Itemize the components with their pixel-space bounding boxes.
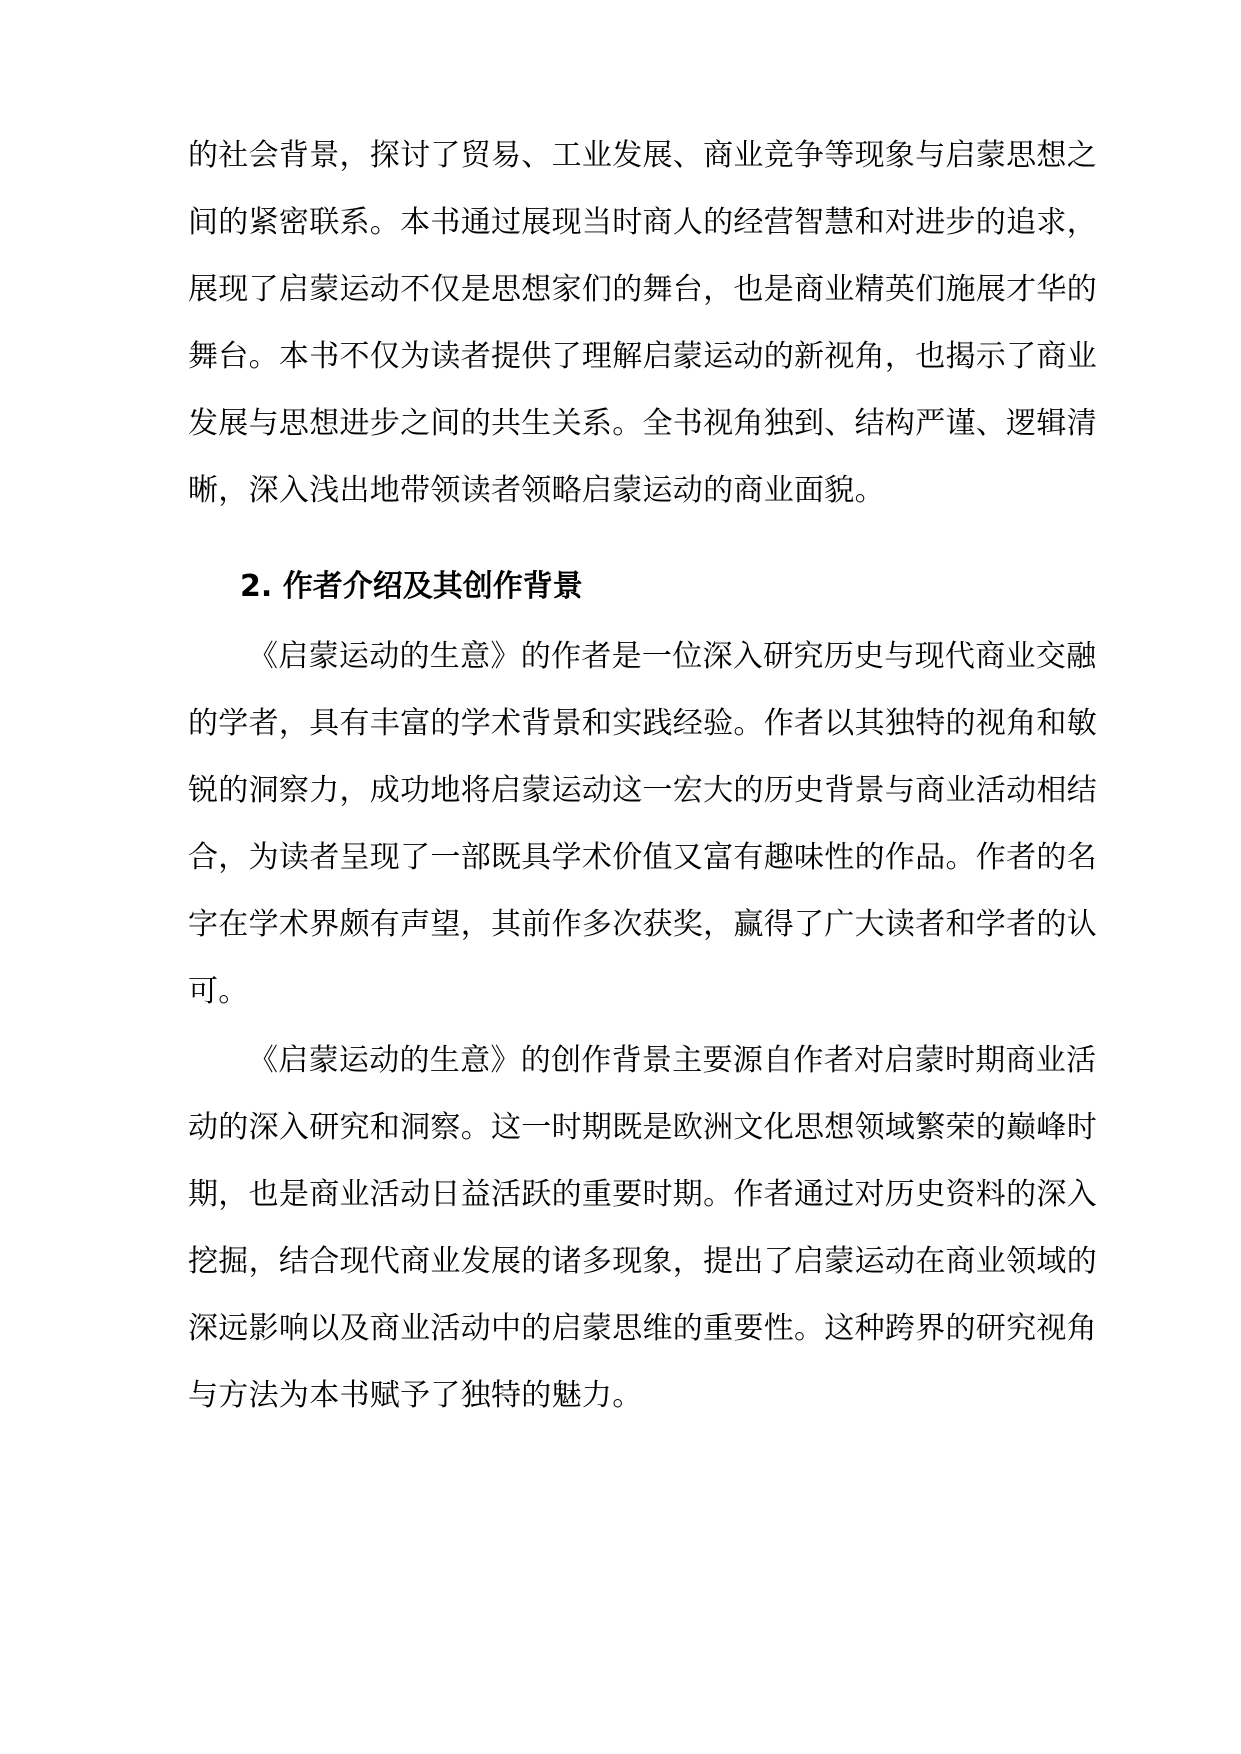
section-heading: 2. 作者介绍及其创作背景 bbox=[240, 569, 583, 604]
paragraph-2-line-3: 锐的洞察力，成功地将启蒙运动这一宏大的历史背景与商业活动相结 bbox=[188, 773, 1097, 808]
paragraph-1-line-5: 发展与思想进步之间的共生关系。全书视角独到、结构严谨、逻辑清 bbox=[188, 406, 1097, 441]
paragraph-2-line-5: 字在学术界颇有声望，其前作多次获奖，赢得了广大读者和学者的认 bbox=[188, 907, 1097, 942]
paragraph-3-line-2: 动的深入研究和洞察。这一时期既是欧洲文化思想领域繁荣的巅峰时 bbox=[188, 1110, 1097, 1145]
paragraph-2-line-1: 《启蒙运动的生意》的作者是一位深入研究历史与现代商业交融 bbox=[248, 639, 1097, 674]
paragraph-3-line-5: 深远影响以及商业活动中的启蒙思维的重要性。这种跨界的研究视角 bbox=[188, 1311, 1097, 1346]
paragraph-3-line-6: 与方法为本书赋予了独特的魅力。 bbox=[188, 1378, 643, 1413]
paragraph-2-line-6: 可。 bbox=[188, 974, 249, 1009]
paragraph-1-line-4: 舞台。本书不仅为读者提供了理解启蒙运动的新视角，也揭示了商业 bbox=[188, 339, 1097, 374]
paragraph-1-line-3: 展现了启蒙运动不仅是思想家们的舞台，也是商业精英们施展才华的 bbox=[188, 272, 1097, 307]
paragraph-3-line-4: 挖掘，结合现代商业发展的诸多现象，提出了启蒙运动在商业领域的 bbox=[188, 1244, 1097, 1279]
paragraph-3-line-1: 《启蒙运动的生意》的创作背景主要源自作者对启蒙时期商业活 bbox=[248, 1043, 1097, 1078]
paragraph-3-line-3: 期，也是商业活动日益活跃的重要时期。作者通过对历史资料的深入 bbox=[188, 1177, 1097, 1212]
paragraph-2-line-4: 合，为读者呈现了一部既具学术价值又富有趣味性的作品。作者的名 bbox=[188, 840, 1097, 875]
paragraph-1-line-1: 的社会背景，探讨了贸易、工业发展、商业竞争等现象与启蒙思想之 bbox=[188, 138, 1097, 173]
paragraph-1-line-2: 间的紧密联系。本书通过展现当时商人的经营智慧和对进步的追求， bbox=[188, 205, 1097, 240]
paragraph-2-line-2: 的学者，具有丰富的学术背景和实践经验。作者以其独特的视角和敏 bbox=[188, 706, 1097, 741]
paragraph-1-line-6: 晰，深入浅出地带领读者领略启蒙运动的商业面貌。 bbox=[188, 473, 885, 508]
